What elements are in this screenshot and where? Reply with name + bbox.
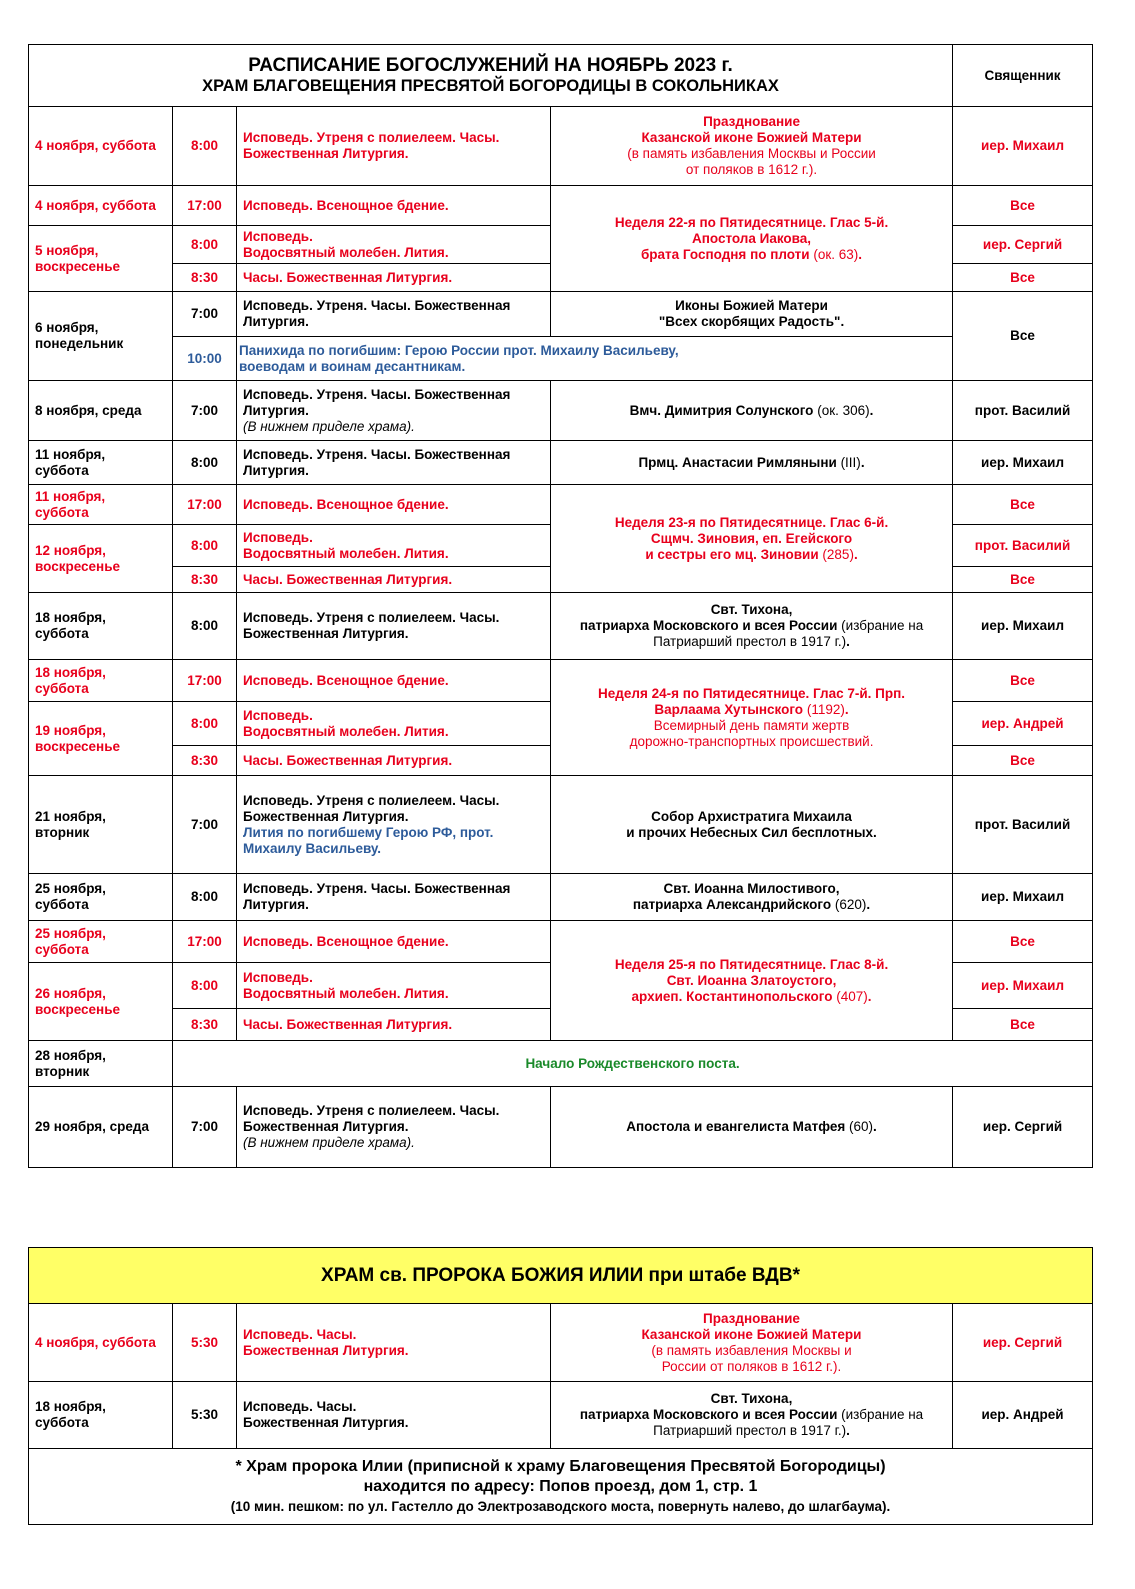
time-cell: 7:00 bbox=[173, 1087, 237, 1168]
feast-line: Празднование bbox=[703, 114, 800, 129]
time-cell: 8:00 bbox=[173, 593, 237, 660]
date-cell: 29 ноября, среда bbox=[29, 1087, 173, 1168]
feast-line: Собор Архистратига Михаила bbox=[651, 808, 852, 824]
service-cell: Часы. Божественная Литургия. bbox=[237, 264, 551, 292]
ilia-schedule-table bbox=[28, 1247, 1093, 1525]
time-cell: 8:00 bbox=[173, 525, 237, 567]
feast-year: (ок. 306) bbox=[817, 402, 870, 418]
service-line: Литургия. bbox=[243, 462, 309, 478]
service-line: Исповедь. Часы. bbox=[243, 1326, 357, 1342]
feast-line bbox=[557, 1423, 946, 1439]
priest-cell: иер. Андрей bbox=[953, 702, 1093, 746]
feast-period: . bbox=[853, 546, 858, 562]
priest-cell: иер. Сергий bbox=[953, 226, 1093, 264]
date-line: 28 ноября, bbox=[35, 1047, 106, 1063]
priest-column-header: Священник bbox=[953, 45, 1093, 107]
date-cell bbox=[29, 776, 173, 874]
priest-cell: Все bbox=[953, 485, 1093, 525]
date-line: вторник bbox=[35, 1063, 90, 1079]
date-line: воскресенье bbox=[35, 258, 121, 274]
priest-cell: Все bbox=[953, 746, 1093, 776]
feast-line bbox=[557, 1407, 946, 1423]
time-cell: 8:30 bbox=[173, 264, 237, 292]
feast-cell bbox=[551, 441, 953, 485]
service-line: Исповедь. bbox=[243, 228, 313, 244]
date-cell bbox=[29, 1041, 173, 1087]
schedule-row bbox=[29, 874, 1093, 921]
ilia-header-row bbox=[29, 1248, 1093, 1304]
service-cell: Исповедь. Всенощное бдение. bbox=[237, 660, 551, 702]
feast-line: "Всех скорбящих Радость". bbox=[658, 314, 845, 329]
time-cell: 10:00 bbox=[173, 337, 237, 381]
time-cell: 17:00 bbox=[173, 660, 237, 702]
service-cell bbox=[237, 107, 551, 186]
feast-period: . bbox=[858, 246, 863, 262]
priest-cell: иер. Сергий bbox=[953, 1304, 1093, 1382]
feast-line bbox=[557, 247, 946, 263]
feast-cell bbox=[551, 186, 953, 292]
feast-period: . bbox=[860, 454, 865, 470]
time-cell: 17:00 bbox=[173, 921, 237, 963]
feast-period: . bbox=[869, 402, 874, 418]
time-cell: 17:00 bbox=[173, 485, 237, 525]
date-line: 6 ноября, bbox=[35, 320, 99, 335]
service-cell bbox=[237, 963, 551, 1009]
date-line: 21 ноября, bbox=[35, 808, 106, 824]
schedule-row bbox=[29, 660, 1093, 702]
priest-cell: Все bbox=[953, 660, 1093, 702]
feast-cell bbox=[551, 1382, 953, 1449]
date-cell bbox=[29, 1382, 173, 1449]
service-line: Водосвятный молебен. Лития. bbox=[243, 244, 449, 260]
feast-text: архиеп. Костантинопольского bbox=[631, 988, 833, 1004]
priest-cell: иер. Михаил bbox=[953, 874, 1093, 921]
date-line: суббота bbox=[35, 504, 89, 520]
time-cell: 8:00 bbox=[173, 226, 237, 264]
feast-year: (III) bbox=[840, 454, 861, 470]
service-line: Исповедь. bbox=[243, 707, 313, 723]
priest-cell: прот. Василий bbox=[953, 381, 1093, 441]
time-cell: 8:30 bbox=[173, 746, 237, 776]
time-cell: 8:00 bbox=[173, 963, 237, 1009]
schedule-row bbox=[29, 1041, 1093, 1087]
feast-note: (избрание на bbox=[841, 1407, 924, 1422]
date-line: суббота bbox=[35, 680, 89, 696]
priest-cell: иер. Михаил bbox=[953, 963, 1093, 1009]
feast-line: Свт. Тихона, bbox=[710, 1391, 793, 1406]
date-line: суббота bbox=[35, 897, 89, 912]
feast-line: России от поляков в 1612 г.). bbox=[661, 1358, 842, 1374]
time-cell: 5:30 bbox=[173, 1304, 237, 1382]
ilia-title: ХРАМ св. ПРОРОКА БОЖИЯ ИЛИИ при штабе ВДВ* bbox=[29, 1248, 1093, 1304]
feast-line: Апостола Иакова, bbox=[691, 230, 812, 246]
feast-note: (избрание на bbox=[841, 618, 924, 633]
date-cell: 4 ноября, суббота bbox=[29, 1304, 173, 1382]
date-line: 12 ноября, bbox=[35, 542, 106, 558]
date-line: воскресенье bbox=[35, 738, 121, 754]
service-line: Исповедь. Утреня. Часы. Божественная bbox=[243, 881, 511, 896]
priest-cell: иер. Михаил bbox=[953, 593, 1093, 660]
service-note: (В нижнем приделе храма). bbox=[243, 1135, 415, 1150]
service-cell bbox=[237, 593, 551, 660]
service-note: (В нижнем приделе храма). bbox=[243, 418, 415, 434]
schedule-row bbox=[29, 107, 1093, 186]
feast-line: Неделя 25-я по Пятидесятнице. Глас 8-й. bbox=[614, 956, 889, 972]
feast-text: патриарха Московского и всея России bbox=[579, 1407, 838, 1422]
service-line: Панихида по погибшим: Герою России прот. Михаилу Васильеву, bbox=[239, 342, 679, 358]
date-cell bbox=[29, 292, 173, 381]
feast-cell bbox=[551, 776, 953, 874]
service-line: Божественная Литургия. bbox=[243, 808, 409, 824]
schedule-row bbox=[29, 441, 1093, 485]
service-line: Литургия. bbox=[243, 314, 309, 329]
service-line: Исповедь. Утреня. Часы. Божественная bbox=[243, 446, 511, 462]
date-line: суббота bbox=[35, 941, 89, 957]
feast-line: Свт. Иоанна Златоустого, bbox=[666, 972, 837, 988]
feast-line: Свт. Тихона, bbox=[710, 602, 793, 617]
feast-note: Патриарший престол в 1917 г.) bbox=[653, 634, 847, 649]
feast-period: . bbox=[846, 634, 850, 649]
feast-line: Неделя 23-я по Пятидесятнице. Глас 6-й. bbox=[614, 514, 889, 530]
date-cell bbox=[29, 963, 173, 1041]
note-line: находится по адресу: Попов проезд, дом 1, стр. 1 bbox=[363, 1477, 758, 1495]
date-cell bbox=[29, 525, 173, 593]
feast-line: Иконы Божией Матери bbox=[675, 298, 828, 313]
service-line: Литургия. bbox=[243, 402, 309, 418]
schedule-row bbox=[29, 186, 1093, 226]
schedule-row bbox=[29, 381, 1093, 441]
service-line: Божественная Литургия. bbox=[243, 1342, 409, 1358]
main-schedule-table bbox=[28, 44, 1093, 1168]
priest-cell: прот. Василий bbox=[953, 776, 1093, 874]
service-cell bbox=[237, 226, 551, 264]
date-cell bbox=[29, 921, 173, 963]
date-line: 18 ноября, bbox=[35, 1399, 106, 1414]
service-cell: Исповедь. Всенощное бдение. bbox=[237, 921, 551, 963]
date-cell bbox=[29, 226, 173, 292]
service-cell: Исповедь. Всенощное бдение. bbox=[237, 485, 551, 525]
feast-year: (285) bbox=[822, 546, 854, 562]
date-line: 5 ноября, bbox=[35, 242, 99, 258]
feast-period: . bbox=[866, 897, 871, 912]
time-cell: 7:00 bbox=[173, 776, 237, 874]
time-cell: 8:00 bbox=[173, 107, 237, 186]
schedule-row bbox=[29, 292, 1093, 337]
feast-period: . bbox=[867, 988, 872, 1004]
feast-text: брата Господня по плоти bbox=[640, 246, 810, 262]
priest-cell: Все bbox=[953, 186, 1093, 226]
date-cell bbox=[29, 660, 173, 702]
service-line: Литургия. bbox=[243, 897, 309, 912]
feast-text: и сестры его мц. Зиновии bbox=[645, 546, 819, 562]
schedule-row bbox=[29, 485, 1093, 525]
subtitle-text: ХРАМ БЛАГОВЕЩЕНИЯ ПРЕСВЯТОЙ БОГОРОДИЦЫ В СОКОЛЬНИКАХ bbox=[202, 77, 779, 95]
feast-cell bbox=[551, 292, 953, 337]
service-line: Водосвятный молебен. Лития. bbox=[243, 985, 449, 1001]
feast-period: . bbox=[873, 1119, 877, 1134]
schedule-row bbox=[29, 1304, 1093, 1382]
feast-line: (в память избавления Москвы и России bbox=[627, 146, 876, 161]
service-line: Исповедь. bbox=[243, 969, 313, 985]
schedule-row bbox=[29, 337, 1093, 381]
date-cell bbox=[29, 702, 173, 776]
feast-line: Всемирный день памяти жертв bbox=[653, 717, 850, 733]
service-cell: Часы. Божественная Литургия. bbox=[237, 1009, 551, 1041]
service-line: Лития по погибшему Герою РФ, прот. bbox=[243, 824, 494, 840]
date-cell bbox=[29, 593, 173, 660]
priest-cell: иер. Андрей bbox=[953, 1382, 1093, 1449]
feast-line: (в память избавления Москвы и bbox=[651, 1342, 852, 1358]
date-cell: 4 ноября, суббота bbox=[29, 186, 173, 226]
service-line: Исповедь. Утреня с полиелеем. Часы. bbox=[243, 792, 500, 808]
title-text: РАСПИСАНИЕ БОГОСЛУЖЕНИЙ НА НОЯБРЬ 2023 г. bbox=[248, 55, 733, 76]
service-cell bbox=[237, 337, 953, 381]
feast-cell bbox=[551, 660, 953, 776]
date-cell bbox=[29, 874, 173, 921]
date-line: вторник bbox=[35, 824, 90, 840]
feast-line: от поляков в 1612 г.). bbox=[685, 162, 818, 177]
note-line: * Храм пророка Илии (приписной к храму Благовещения Пресвятой Богородицы) bbox=[235, 1457, 886, 1475]
feast-line: Неделя 24-я по Пятидесятнице. Глас 7-й. Прп. bbox=[598, 685, 905, 701]
feast-year: (1192) bbox=[806, 701, 845, 717]
feast-cell bbox=[551, 107, 953, 186]
schedule-row bbox=[29, 1382, 1093, 1449]
feast-line: дорожно-транспортных происшествий. bbox=[629, 733, 874, 749]
priest-cell: Все bbox=[953, 1009, 1093, 1041]
service-line: Водосвятный молебен. Лития. bbox=[243, 723, 449, 739]
date-line: понедельник bbox=[35, 336, 124, 351]
service-line: Божественная Литургия. bbox=[243, 1415, 409, 1430]
date-line: 11 ноября, bbox=[35, 446, 106, 462]
date-cell bbox=[29, 485, 173, 525]
feast-text: Вмч. Димитрия Солунского bbox=[629, 402, 814, 418]
priest-cell: иер. Михаил bbox=[953, 107, 1093, 186]
date-cell bbox=[29, 441, 173, 485]
schedule-row bbox=[29, 776, 1093, 874]
feast-line bbox=[557, 897, 946, 913]
feast-line: Празднование bbox=[703, 1310, 800, 1326]
date-line: 19 ноября, bbox=[35, 722, 106, 738]
schedule-row bbox=[29, 1087, 1093, 1168]
priest-cell: иер. Михаил bbox=[953, 441, 1093, 485]
date-cell: 4 ноября, суббота bbox=[29, 107, 173, 186]
date-line: воскресенье bbox=[35, 1001, 121, 1017]
priest-cell: Все bbox=[953, 921, 1093, 963]
address-note-row bbox=[29, 1449, 1093, 1525]
feast-period: . bbox=[844, 701, 849, 717]
feast-line bbox=[557, 547, 946, 563]
feast-cell bbox=[551, 921, 953, 1041]
feast-line: Неделя 22-я по Пятидесятнице. Глас 5-й. bbox=[614, 214, 889, 230]
time-cell: 8:00 bbox=[173, 441, 237, 485]
date-line: суббота bbox=[35, 626, 89, 641]
feast-cell bbox=[551, 1087, 953, 1168]
feast-line bbox=[557, 618, 946, 634]
schedule-row bbox=[29, 593, 1093, 660]
feast-cell bbox=[551, 874, 953, 921]
date-line: 18 ноября, bbox=[35, 664, 106, 680]
service-line: воеводам и воинам десантникам. bbox=[239, 358, 466, 374]
note-line: (10 мин. пешком: по ул. Гастелло до Электрозаводского моста, повернуть налево, до шлагбаума). bbox=[230, 1498, 891, 1514]
priest-cell: Все bbox=[953, 264, 1093, 292]
feast-line: Казанской иконе Божией Матери bbox=[641, 130, 862, 145]
feast-cell bbox=[551, 593, 953, 660]
service-cell: Исповедь. Всенощное бдение. bbox=[237, 186, 551, 226]
service-cell: Часы. Божественная Литургия. bbox=[237, 567, 551, 593]
service-line: Исповедь. Утреня с полиелеем. Часы. bbox=[243, 610, 500, 625]
priest-cell: прот. Василий bbox=[953, 525, 1093, 567]
service-line: Михаилу Васильеву. bbox=[243, 840, 381, 856]
time-cell: 8:00 bbox=[173, 702, 237, 746]
service-cell bbox=[237, 776, 551, 874]
date-line: 18 ноября, bbox=[35, 610, 106, 625]
feast-period: . bbox=[846, 1423, 850, 1438]
page-title bbox=[29, 45, 953, 107]
date-line: 26 ноября, bbox=[35, 985, 106, 1001]
service-line: Исповедь. Утреня. Часы. Божественная bbox=[243, 386, 511, 402]
schedule-row bbox=[29, 921, 1093, 963]
service-line: Исповедь. Утреня с полиелеем. Часы. bbox=[243, 1103, 500, 1118]
service-line: Исповедь. Утреня. Часы. Божественная bbox=[243, 298, 511, 313]
feast-cell bbox=[551, 485, 953, 593]
time-cell: 8:00 bbox=[173, 874, 237, 921]
service-cell bbox=[237, 1304, 551, 1382]
service-cell bbox=[237, 1382, 551, 1449]
feast-year: (60) bbox=[848, 1119, 873, 1134]
feast-line: Сщмч. Зиновия, еп. Егейского bbox=[650, 530, 853, 546]
time-cell: 7:00 bbox=[173, 292, 237, 337]
feast-note: Патриарший престол в 1917 г.) bbox=[653, 1423, 847, 1438]
service-cell bbox=[237, 292, 551, 337]
feast-cell bbox=[551, 381, 953, 441]
date-line: суббота bbox=[35, 1415, 89, 1430]
feast-line: Свт. Иоанна Милостивого, bbox=[663, 881, 840, 896]
feast-cell bbox=[551, 1304, 953, 1382]
feast-line bbox=[557, 634, 946, 650]
time-cell: 17:00 bbox=[173, 186, 237, 226]
time-cell: 8:30 bbox=[173, 1009, 237, 1041]
time-cell: 7:00 bbox=[173, 381, 237, 441]
service-cell bbox=[237, 874, 551, 921]
service-line: Божественная Литургия. bbox=[243, 146, 409, 161]
service-cell: Часы. Божественная Литургия. bbox=[237, 746, 551, 776]
service-line: Исповедь. Утреня с полиелеем. Часы. bbox=[243, 130, 500, 145]
feast-line bbox=[557, 702, 946, 718]
feast-text: Прмц. Анастасии Римляныни bbox=[638, 454, 837, 470]
time-cell: 5:30 bbox=[173, 1382, 237, 1449]
feast-text: Варлаама Хутынского bbox=[654, 701, 804, 717]
service-line: Исповедь. Часы. bbox=[243, 1399, 357, 1414]
date-line: суббота bbox=[35, 462, 89, 478]
feast-line: и прочих Небесных Сил бесплотных. bbox=[626, 824, 877, 840]
feast-year: (620) bbox=[834, 897, 867, 912]
date-line: 25 ноября, bbox=[35, 925, 106, 941]
service-cell bbox=[237, 702, 551, 746]
service-cell bbox=[237, 525, 551, 567]
feast-line bbox=[557, 989, 946, 1005]
feast-text: Апостола и евангелиста Матфея bbox=[626, 1119, 846, 1134]
priest-cell: Все bbox=[953, 567, 1093, 593]
date-cell: 8 ноября, среда bbox=[29, 381, 173, 441]
feast-text: патриарха Московского и всея России bbox=[579, 618, 838, 633]
feast-line: Казанской иконе Божией Матери bbox=[641, 1326, 862, 1342]
header-row bbox=[29, 45, 1093, 107]
date-line: 11 ноября, bbox=[35, 488, 106, 504]
feast-year: (407) bbox=[836, 988, 868, 1004]
service-cell bbox=[237, 381, 551, 441]
date-line: 25 ноября, bbox=[35, 881, 106, 896]
service-cell bbox=[237, 441, 551, 485]
service-line: Божественная Литургия. bbox=[243, 1119, 409, 1134]
service-cell bbox=[237, 1087, 551, 1168]
priest-cell: Все bbox=[953, 292, 1093, 381]
service-line: Исповедь. bbox=[243, 529, 313, 545]
feast-year: (ок. 63) bbox=[813, 246, 859, 262]
feast-text: патриарха Александрийского bbox=[632, 897, 832, 912]
service-line: Водосвятный молебен. Лития. bbox=[243, 545, 449, 561]
address-note bbox=[29, 1449, 1093, 1525]
fast-notice: Начало Рождественского поста. bbox=[173, 1041, 1093, 1087]
service-line: Божественная Литургия. bbox=[243, 626, 409, 641]
priest-cell: иер. Сергий bbox=[953, 1087, 1093, 1168]
date-line: воскресенье bbox=[35, 558, 121, 574]
time-cell: 8:30 bbox=[173, 567, 237, 593]
